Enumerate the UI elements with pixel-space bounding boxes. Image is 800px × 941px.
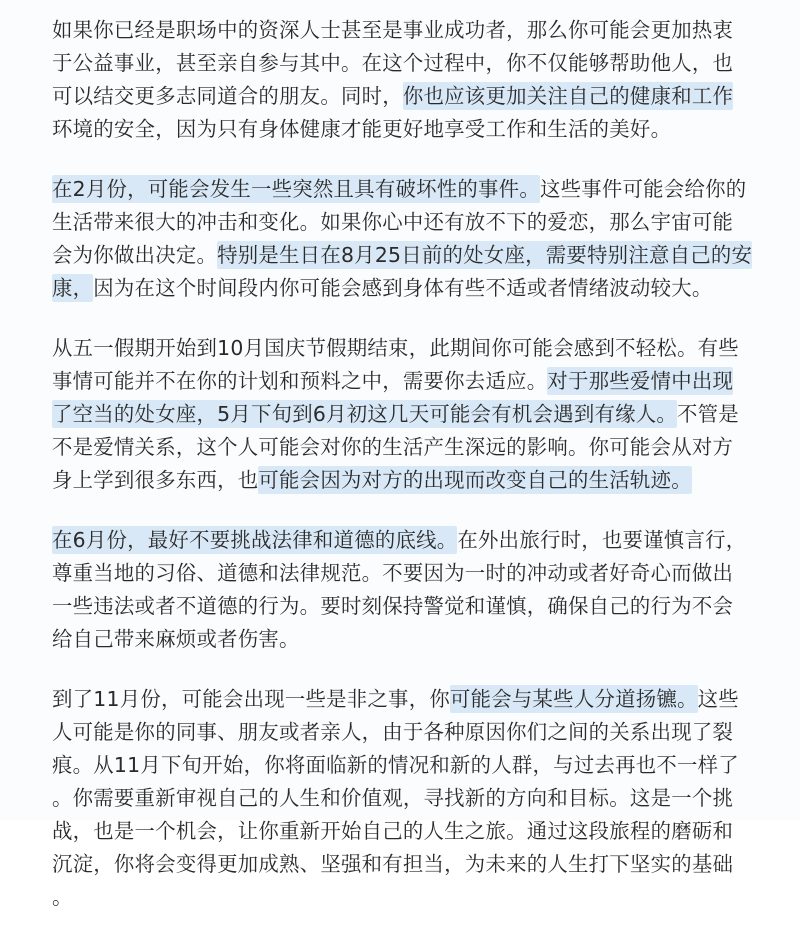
text-segment: 不管是 (677, 402, 739, 426)
text-segment: 可以结交更多志同道合的朋友。同时， (52, 84, 403, 108)
highlighted-text: 了空当的处女座，5月下旬到6月初这几天可能会有机会遇到有缘人。 (52, 402, 678, 426)
text-segment: 这些事件可能会给你的 (539, 177, 747, 201)
paragraph (52, 332, 782, 497)
text-segment: 到了11月份，可能会出现一些是非之事，你 (52, 687, 450, 711)
text-segment: 一些违法或者不道德的行为。要时刻保持警觉和谨慎，确保自己的行为不会 (52, 594, 734, 618)
text-segment: 身上学到很多东西，也 (52, 468, 259, 492)
text-segment: 人可能是你的同事、朋友或者亲人，由于各种原因你们之间的关系出现了裂 (52, 720, 734, 744)
text-segment: 在外出旅行时，也要谨慎言行， (457, 528, 747, 552)
text-segment: 不是爱情关系，这个人可能会对你的生活产生深远的影响。你可能会从对方 (52, 435, 734, 459)
text-line (52, 431, 782, 464)
article-body (52, 14, 782, 941)
paragraph (52, 14, 782, 146)
text-segment: 从五一假期开始到10月国庆节假期结束，此期间你可能会感到不轻松。有些 (52, 336, 739, 360)
text-line (52, 881, 782, 914)
highlighted-text: 你也应该更加关注自己的健康和工作 (402, 84, 734, 108)
paragraph (52, 173, 782, 305)
text-segment: 尊重当地的习俗、道德和法律规范。不要因为一时的冲动或者好奇心而做出 (52, 561, 734, 585)
text-line (52, 848, 782, 881)
text-segment: 。 (52, 885, 73, 909)
text-line (52, 398, 782, 431)
highlighted-text: 康， (52, 276, 94, 300)
text-segment: 给自己带来麻烦或者伤害。 (52, 627, 300, 651)
text-segment: 这些 (697, 687, 739, 711)
text-segment: 沉淀，你将会变得更加成熟、坚强和有担当，为未来的人生打下坚实的基础 (52, 852, 734, 876)
text-line (52, 782, 782, 815)
text-line (52, 239, 782, 272)
text-segment: 。你需要重新审视自己的人生和价值观，寻找新的方向和目标。这是一个挑 (52, 786, 734, 810)
text-segment: 事情可能并不在你的计划和预料之中，需要你去适应。 (52, 369, 548, 393)
text-segment: 战，也是一个机会，让你重新开始自己的人生之旅。通过这段旅程的磨砺和 (52, 819, 734, 843)
text-line (52, 623, 782, 656)
text-segment: 如果你已经是职场中的资深人士甚至是事业成功者，那么你可能会更加热衷 (52, 18, 734, 42)
text-segment: 痕。从11月下旬开始，你将面临新的情况和新的人群，与过去再也不一样了 (52, 753, 739, 777)
text-line (52, 590, 782, 623)
text-segment: 环境的安全，因为只有身体健康才能更好地享受工作和生活的美好。 (52, 117, 672, 141)
text-line (52, 14, 782, 47)
text-line (52, 173, 782, 206)
text-line (52, 524, 782, 557)
text-line (52, 272, 782, 305)
highlighted-text: 可能会因为对方的出现而改变自己的生活轨迹。 (258, 468, 692, 492)
text-line (52, 683, 782, 716)
text-line (52, 80, 782, 113)
text-line (52, 464, 782, 497)
highlighted-text: 在2月份，可能会发生一些突然且具有破坏性的事件。 (52, 177, 540, 201)
text-line (52, 47, 782, 80)
paragraph (52, 524, 782, 656)
text-segment: 生活带来很大的冲击和变化。如果你心中还有放不下的爱恋，那么宇宙可能 (52, 210, 734, 234)
highlighted-text: 可能会与某些人分道扬镳。 (449, 687, 698, 711)
highlighted-text: 对于那些爱情中出现 (547, 369, 734, 393)
text-line (52, 716, 782, 749)
text-segment: 会为你做出决定。 (52, 243, 218, 267)
text-line (52, 113, 782, 146)
text-line (52, 206, 782, 239)
text-line (52, 332, 782, 365)
text-segment: 于公益事业，甚至亲自参与其中。在这个过程中，你不仅能够帮助他人，也 (52, 51, 734, 75)
highlighted-text: 特别是生日在8月25日前的处女座，需要特别注意自己的安 (217, 243, 753, 267)
highlighted-text: 在6月份，最好不要挑战法律和道德的底线。 (52, 528, 458, 552)
text-line (52, 365, 782, 398)
text-segment: 因为在这个时间段内你可能会感到身体有些不适或者情绪波动较大。 (93, 276, 713, 300)
text-line (52, 557, 782, 590)
paragraph (52, 683, 782, 914)
text-line (52, 749, 782, 782)
